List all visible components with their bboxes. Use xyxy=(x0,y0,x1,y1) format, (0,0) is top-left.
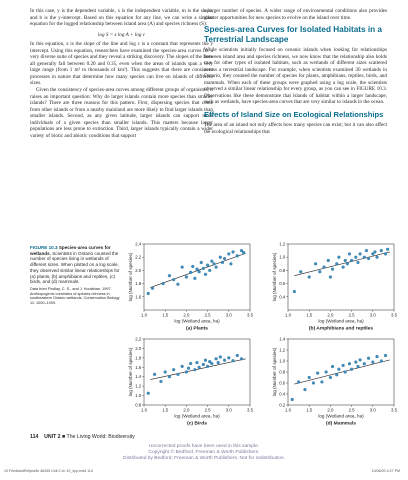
panel-title: (c) Birds xyxy=(187,421,207,427)
x-tick-label: 2.0 xyxy=(183,407,190,413)
x-tick-label: 1.5 xyxy=(162,312,169,318)
x-tick-label: 1.0 xyxy=(285,407,291,413)
data-point xyxy=(187,367,190,370)
y-tick-label: 2.0 xyxy=(135,267,142,273)
data-point xyxy=(227,252,230,255)
chart-panel-amphibians xyxy=(268,240,406,337)
data-point xyxy=(164,371,167,374)
data-point xyxy=(344,371,347,374)
data-point xyxy=(331,365,334,368)
data-point xyxy=(320,380,323,383)
data-point xyxy=(242,251,245,254)
data-point xyxy=(357,365,360,368)
data-point xyxy=(373,250,376,253)
plot-frame xyxy=(144,339,250,405)
y-tick-label: 1.0 xyxy=(135,393,142,399)
y-tick-label: 0.6 xyxy=(279,380,286,386)
watermark xyxy=(0,444,408,461)
data-point xyxy=(210,362,213,365)
data-point xyxy=(229,262,232,265)
data-point xyxy=(185,276,188,279)
data-point xyxy=(147,292,150,295)
data-point xyxy=(308,276,311,279)
data-point xyxy=(380,360,383,363)
data-point xyxy=(314,262,317,265)
x-tick-label: 2.5 xyxy=(348,407,355,413)
data-point xyxy=(193,368,196,371)
data-point xyxy=(367,357,370,360)
x-tick-label: 3.0 xyxy=(225,407,232,413)
data-point xyxy=(204,359,207,362)
x-tick-label: 3.0 xyxy=(369,407,376,413)
panel-title: (d) Mammals xyxy=(326,421,356,427)
x-tick-label: 2.5 xyxy=(204,312,211,318)
figure-label: FIGURE 10.3 xyxy=(30,245,58,250)
y-tick-label: 2.0 xyxy=(135,345,142,351)
y-tick-label: 1.6 xyxy=(135,294,142,300)
data-point xyxy=(367,257,370,260)
data-point xyxy=(386,248,389,251)
x-tick-label: 1.5 xyxy=(162,407,169,413)
right-column xyxy=(204,8,387,135)
print-slug xyxy=(4,469,404,473)
watermark-line: Uncorrected proofs have been used in this sample. xyxy=(148,444,260,449)
data-point xyxy=(206,264,209,267)
chart-panel-mammals xyxy=(268,335,406,432)
data-point xyxy=(327,259,330,262)
data-point xyxy=(232,359,235,362)
plot-frame xyxy=(144,244,250,310)
panel-title: (b) Amphibians and reptiles xyxy=(308,326,374,332)
x-tick-label: 2.0 xyxy=(183,312,190,318)
data-point xyxy=(189,362,192,365)
data-point xyxy=(181,266,184,269)
scatter-chart xyxy=(124,335,262,427)
data-point xyxy=(168,375,171,378)
x-tick-label: 1.0 xyxy=(141,407,147,413)
x-tick-label: 1.5 xyxy=(306,312,313,318)
x-tick-label: 3.5 xyxy=(247,407,253,413)
x-axis-label: log (Wetland area, ha) xyxy=(174,413,220,419)
y-tick-label: 0.8 xyxy=(135,402,142,408)
data-point xyxy=(293,290,296,293)
data-point xyxy=(219,355,222,358)
equation: log S = z log A + log c xyxy=(97,31,146,38)
data-point xyxy=(363,256,366,259)
data-point xyxy=(344,259,347,262)
data-point xyxy=(329,276,332,279)
y-tick-label: 1.2 xyxy=(279,241,286,247)
slug-file: 10 FriedlandRelyea3e 46435 Unit 2 ch 10_4pp.indd 114 xyxy=(4,469,93,473)
x-tick-label: 3.5 xyxy=(391,312,397,318)
x-tick-label: 3.0 xyxy=(369,312,376,318)
data-point xyxy=(348,362,351,365)
y-tick-label: 1.2 xyxy=(135,383,142,389)
unit-title: The Living World: Biodiversity xyxy=(66,434,135,440)
y-tick-label: 0.6 xyxy=(279,281,286,287)
data-point xyxy=(350,368,353,371)
data-point xyxy=(147,392,150,395)
data-point xyxy=(217,361,220,364)
body-paragraph: While scientists initially focused on oceanic islands when looking for relationships between island area and species richness, we now know that the relationship also holds true for other types of isolated habitats, such as wetlands of different sizes scattered across a terrestrial landscape. For example, when scientists examined 30 wetlands in Ontario, they counted the number of species for plants, amphibians, reptiles, birds, and mammals. When each of these groups were graphed using a log scale, the scientists observed a similar linear relationship for every group, as you can see in FIGURE 10.3. Observations like these demonstrate that islands of habitat within a larger landscape, such as wetlands, have species-area curves that are very similar to islands in the ocean. xyxy=(204,47,387,106)
data-point xyxy=(206,365,209,368)
body-paragraph: a larger number of species. A wider range of environmental conditions also provides greater opportunities for new species to evolve on the island over time. xyxy=(204,8,387,21)
x-axis-label: log (Wetland area, ha) xyxy=(318,318,364,324)
y-tick-label: 2.2 xyxy=(135,336,142,342)
x-tick-label: 1.5 xyxy=(306,407,313,413)
data-point xyxy=(346,262,349,265)
body-paragraph: In this case, y is the dependent variable, x is the independent variable, m is the slope, and b is the y-intercept. Based on this equation for any line, we can write a similar equation for the logged relationship between island area (A) and species richness (S): xyxy=(30,8,213,28)
x-tick-label: 2.0 xyxy=(327,312,334,318)
x-tick-label: 3.5 xyxy=(247,312,253,318)
y-tick-label: 1.0 xyxy=(279,358,286,364)
section-heading: Species-area Curves for Isolated Habitats in a Terrestrial Landscape xyxy=(204,25,382,44)
x-tick-label: 3.0 xyxy=(225,312,232,318)
data-point xyxy=(335,262,338,265)
data-point xyxy=(363,362,366,365)
data-point xyxy=(354,256,357,259)
body-paragraph: Given the consistency of species-area curves among different groups of organisms, it raises an important question: Why do larger islands contain more species than smaller islands? There are three reasons for this pattern. First, dispersing species that come from other islands or from a nearby mainland are more likely to find larger islands than smaller islands. Second, as any given latitude, larger islands can support more individuals of a given species than smaller islands. This matters because larger populations are less prone to extinction. Third, larger islands typically contain a wider variety of biotic and abiotic conditions that support xyxy=(30,87,213,139)
data-point xyxy=(153,373,156,376)
data-point xyxy=(350,259,353,262)
y-tick-label: 0.8 xyxy=(279,267,286,273)
y-tick-label: 1.4 xyxy=(135,374,142,380)
data-point xyxy=(202,267,205,270)
watermark-line: Distributed by Bedford, Freeman & Worth Publishers. Not for redistribution. xyxy=(123,455,285,461)
data-point xyxy=(185,371,188,374)
x-tick-label: 2.0 xyxy=(327,407,334,413)
y-axis-label: log (Number of species) xyxy=(272,252,277,302)
data-point xyxy=(213,262,216,265)
data-point xyxy=(323,266,326,269)
x-tick-label: 2.5 xyxy=(204,407,211,413)
data-point xyxy=(297,380,300,383)
unit-label: UNIT 2 xyxy=(44,434,61,440)
data-point xyxy=(337,368,340,371)
data-point xyxy=(204,273,207,276)
y-tick-label: 2.2 xyxy=(135,254,142,260)
data-point xyxy=(196,361,199,364)
data-point xyxy=(371,361,374,364)
plot-frame xyxy=(288,244,394,310)
x-tick-label: 2.5 xyxy=(348,312,355,318)
data-point xyxy=(215,357,218,360)
data-point xyxy=(172,278,175,281)
y-axis-label: log (Number of species) xyxy=(128,252,133,302)
body-paragraph: The area of an island not only affects how many species can exist; but it can also affect the ecological relationships that xyxy=(204,122,387,135)
y-tick-label: 0.8 xyxy=(279,369,286,375)
data-point xyxy=(291,398,294,401)
y-tick-label: 1.0 xyxy=(279,254,286,260)
data-point xyxy=(223,359,226,362)
data-point xyxy=(160,380,163,383)
data-point xyxy=(359,358,362,361)
scatter-chart xyxy=(268,335,406,427)
x-tick-label: 1.0 xyxy=(141,312,147,318)
data-point xyxy=(236,254,239,257)
data-point xyxy=(380,249,383,252)
data-point xyxy=(299,270,302,273)
left-column xyxy=(30,8,213,139)
data-point xyxy=(304,388,307,391)
data-point xyxy=(376,355,379,358)
slug-date: 10/06/20 4:27 PM xyxy=(371,469,400,473)
data-point xyxy=(223,257,226,260)
data-point xyxy=(335,373,338,376)
figure-caption xyxy=(30,245,122,305)
data-point xyxy=(354,361,357,364)
figure-caption-body: Scientists in Ontario counted the number of species living in wetlands of different sizes. When plotted on a log scale, they observed similar linear relationships for (a) plants, (b) amphibians and reptiles, (c) birds, and (d) mammals. xyxy=(30,250,120,285)
data-point xyxy=(232,250,235,253)
data-point xyxy=(359,252,362,255)
data-point xyxy=(176,373,179,376)
y-tick-label: 2.4 xyxy=(135,241,142,247)
scatter-chart xyxy=(268,240,406,332)
footer-separator: ■ xyxy=(62,434,66,440)
page-footer xyxy=(30,434,135,440)
x-axis-label: log (Wetland area, ha) xyxy=(318,413,364,419)
data-point xyxy=(384,354,387,357)
data-point xyxy=(200,261,203,264)
data-point xyxy=(331,268,334,271)
chart-panel-plants xyxy=(124,240,262,337)
figure-title: Species-area curves for wetlands. xyxy=(30,245,111,256)
data-point xyxy=(342,266,345,269)
y-tick-label: 1.4 xyxy=(279,336,286,342)
scatter-chart xyxy=(124,240,262,332)
y-axis-label: log (Number of species) xyxy=(272,347,277,397)
data-point xyxy=(240,357,243,360)
data-point xyxy=(384,252,387,255)
body-paragraph: In this equation, z is the slope of the line and log c is a constant that represents the y intercept. Using this equation, researchers have examined the species-area curves for a very diverse suite of species and they reveal a striking discovery. The slopes of the lines all generally fall between 0.20 and 0.35, even when the areas of islands span a very large range (from 1 m² to thousands of km²). This suggests that there are consistent processes in nature that determine how many species can live on islands of different sizes. xyxy=(30,41,213,87)
y-tick-label: 1.8 xyxy=(135,281,142,287)
data-point xyxy=(308,376,311,379)
y-tick-label: 0.4 xyxy=(279,391,286,397)
panel-title: (a) Plants xyxy=(185,326,209,332)
x-tick-label: 3.5 xyxy=(391,407,397,413)
data-point xyxy=(329,376,332,379)
data-point xyxy=(198,366,201,369)
data-point xyxy=(316,372,319,375)
data-point xyxy=(215,266,218,269)
data-point xyxy=(198,270,201,273)
data-point xyxy=(318,270,321,273)
data-point xyxy=(176,283,179,286)
data-point xyxy=(337,256,340,259)
data-point xyxy=(221,261,224,264)
data-point xyxy=(208,269,211,272)
page-number: 114 xyxy=(30,434,39,440)
data-point xyxy=(181,365,184,368)
data-point xyxy=(357,261,360,264)
data-point xyxy=(325,371,328,374)
y-tick-label: 0.2 xyxy=(279,402,286,408)
y-tick-label: 1.6 xyxy=(135,364,142,370)
section-heading: Effects of Island Size on Ecological Relationships xyxy=(204,110,384,120)
y-axis-label: log (Number of species) xyxy=(128,347,133,397)
figure-credit: Data from Findlay, C. S., and J. Houlahan. 1997. Anthropogenic correlates of species richness in southeastern Ontario wetlands. Conservation Biology 11: 1000–1009. xyxy=(30,286,120,305)
data-point xyxy=(196,268,199,271)
data-point xyxy=(348,252,351,255)
data-point xyxy=(219,256,222,259)
y-tick-label: 1.8 xyxy=(135,355,142,361)
data-point xyxy=(168,274,171,277)
x-tick-label: 1.0 xyxy=(285,312,291,318)
data-point xyxy=(172,368,175,371)
data-point xyxy=(312,382,315,385)
data-point xyxy=(191,265,194,268)
data-point xyxy=(227,356,230,359)
x-axis-label: log (Wetland area, ha) xyxy=(174,318,220,324)
data-point xyxy=(162,282,165,285)
data-point xyxy=(365,249,368,252)
data-point xyxy=(189,271,192,274)
watermark-line: Copyright © Bedford, Freeman & Worth Publishers. xyxy=(148,449,260,455)
data-point xyxy=(342,364,345,367)
y-tick-label: 1.2 xyxy=(279,347,286,353)
data-point xyxy=(193,277,196,280)
data-point xyxy=(202,363,205,366)
chart-panel-birds xyxy=(124,335,262,432)
data-point xyxy=(236,354,239,357)
y-tick-label: 0.4 xyxy=(279,294,286,300)
data-point xyxy=(376,256,379,259)
data-point xyxy=(151,287,154,290)
data-point xyxy=(210,260,213,263)
